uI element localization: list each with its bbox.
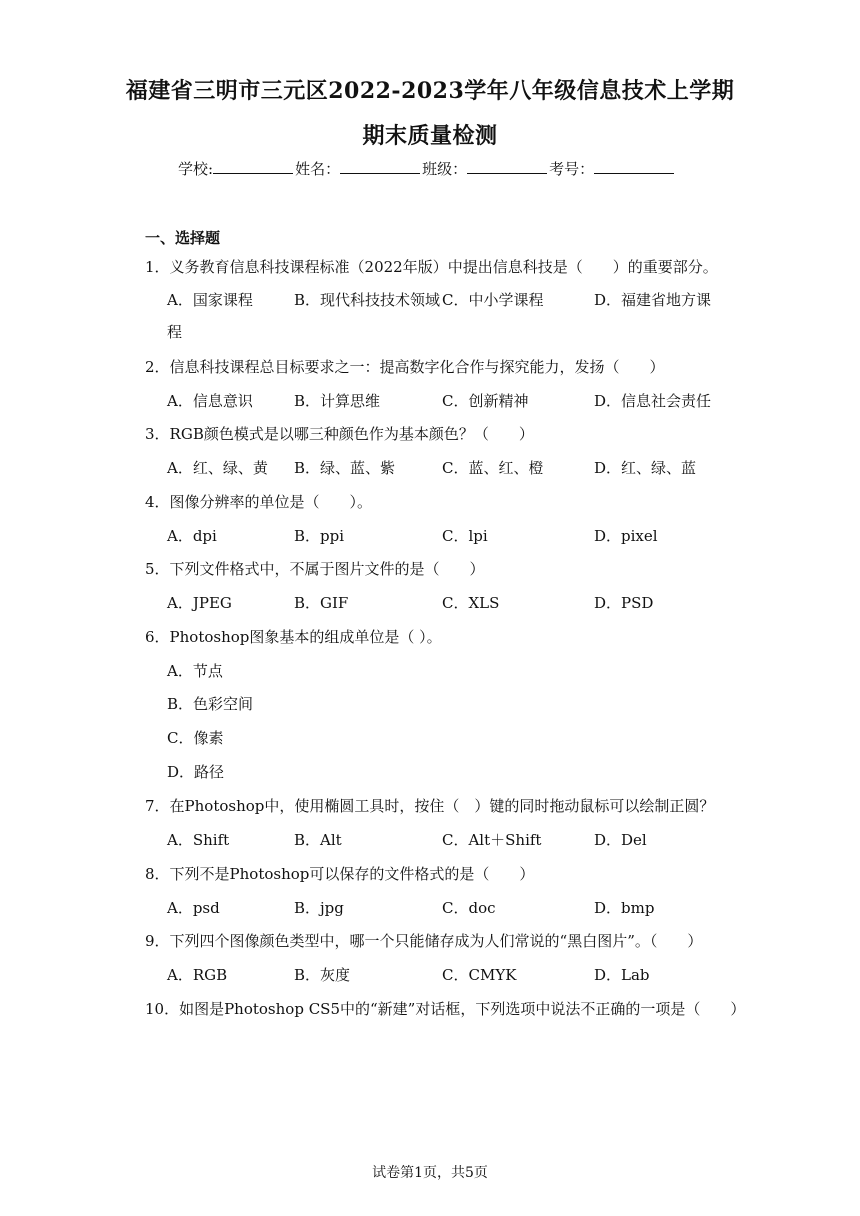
question-1-stem: 1．义务教育信息科技课程标准（2022年版）中提出信息科技是（ ）的重要部分。 bbox=[145, 258, 718, 276]
question-6-option-b: B．色彩空间 bbox=[167, 695, 254, 713]
question-9-option-c: C．CMYK bbox=[442, 966, 517, 984]
question-8-option-b: B．jpg bbox=[294, 899, 344, 917]
question-4-option-a: A．dpi bbox=[167, 527, 217, 545]
question-3-option-b: B．绿、蓝、紫 bbox=[294, 459, 396, 477]
question-7-option-a: A．Shift bbox=[167, 831, 230, 849]
question-6-option-a: A．节点 bbox=[167, 662, 223, 680]
question-10-stem: 10．如图是Photoshop CS5中的“新建”对话框，下列选项中说法不正确的一项是（ ） bbox=[145, 1000, 746, 1018]
name-blank bbox=[340, 159, 420, 174]
question-2-option-b: B．计算思维 bbox=[294, 392, 381, 410]
question-2-stem: 2．信息科技课程总目标要求之一：提高数字化合作与探究能力，发扬（ ） bbox=[145, 358, 665, 376]
section-title: 一、选择题 bbox=[145, 229, 221, 247]
question-8-option-d: D．bmp bbox=[594, 899, 655, 917]
question-4-stem: 4．图像分辨率的单位是（ ）。 bbox=[145, 493, 373, 511]
question-7-option-d: D．Del bbox=[594, 831, 647, 849]
question-2-option-d: D．信息社会责任 bbox=[594, 392, 712, 410]
question-3-option-c: C．蓝、红、橙 bbox=[442, 459, 544, 477]
question-3-option-d: D．红、绿、蓝 bbox=[594, 459, 697, 477]
question-9-option-a: A．RGB bbox=[167, 966, 228, 984]
question-2-option-c: C．创新精神 bbox=[442, 392, 529, 410]
question-4-option-b: B．ppi bbox=[294, 527, 345, 545]
student-info-row bbox=[178, 158, 676, 179]
page-footer: 试卷第1页，共5页 bbox=[372, 1165, 488, 1181]
exam-no-label: 考号： bbox=[549, 160, 595, 178]
question-6-option-c: C．像素 bbox=[167, 729, 224, 747]
question-9-option-b: B．灰度 bbox=[294, 966, 351, 984]
question-1-option-d-wrap: 程 bbox=[167, 323, 183, 341]
question-5-option-c: C．XLS bbox=[442, 594, 500, 612]
question-7-stem: 7．在Photoshop中，使用椭圆工具时，按住（ ）键的同时拖动鼠标可以绘制正圆？ bbox=[145, 797, 715, 815]
question-6-option-d: D．路径 bbox=[167, 763, 225, 781]
question-5-option-a: A．JPEG bbox=[167, 594, 232, 612]
name-label: 姓名： bbox=[295, 160, 341, 178]
question-8-option-c: C．doc bbox=[442, 899, 496, 917]
exam-title-line2: 期末质量检测 bbox=[362, 123, 498, 149]
question-5-option-b: B．GIF bbox=[294, 594, 349, 612]
question-1-option-b: B．现代科技技术领域 bbox=[294, 291, 441, 309]
question-8-stem: 8．下列不是Photoshop可以保存的文件格式的是（ ） bbox=[145, 865, 535, 883]
class-blank bbox=[467, 159, 547, 174]
question-5-stem: 5．下列文件格式中，不属于图片文件的是（ ） bbox=[145, 560, 485, 578]
class-label: 班级： bbox=[422, 160, 468, 178]
question-7-option-c: C．Alt＋Shift bbox=[442, 831, 542, 849]
question-5-option-d: D．PSD bbox=[594, 594, 654, 612]
question-2-option-a: A．信息意识 bbox=[167, 392, 253, 410]
question-9-option-d: D．Lab bbox=[594, 966, 650, 984]
exam-no-blank bbox=[594, 159, 674, 174]
question-6-stem: 6．Photoshop图象基本的组成单位是（ ）。 bbox=[145, 628, 442, 646]
question-3-option-a: A．红、绿、黄 bbox=[167, 459, 268, 477]
question-1-option-c: C．中小学课程 bbox=[442, 291, 544, 309]
question-4-option-d: D．pixel bbox=[594, 527, 658, 545]
question-9-stem: 9．下列四个图像颜色类型中，哪一个只能储存成为人们常说的“黑白图片”。（ ） bbox=[145, 932, 703, 950]
question-1-option-a: A．国家课程 bbox=[167, 291, 253, 309]
question-8-option-a: A．psd bbox=[167, 899, 220, 917]
question-7-option-b: B．Alt bbox=[294, 831, 342, 849]
question-1-option-d: D．福建省地方课 bbox=[594, 291, 712, 309]
school-label: 学校: bbox=[178, 160, 214, 178]
question-3-stem: 3．RGB颜色模式是以哪三种颜色作为基本颜色？（ ） bbox=[145, 425, 534, 443]
school-blank bbox=[213, 159, 293, 174]
exam-title-line1: 福建省三明市三元区2022-2023学年八年级信息技术上学期 bbox=[125, 78, 735, 104]
question-4-option-c: C．lpi bbox=[442, 527, 488, 545]
